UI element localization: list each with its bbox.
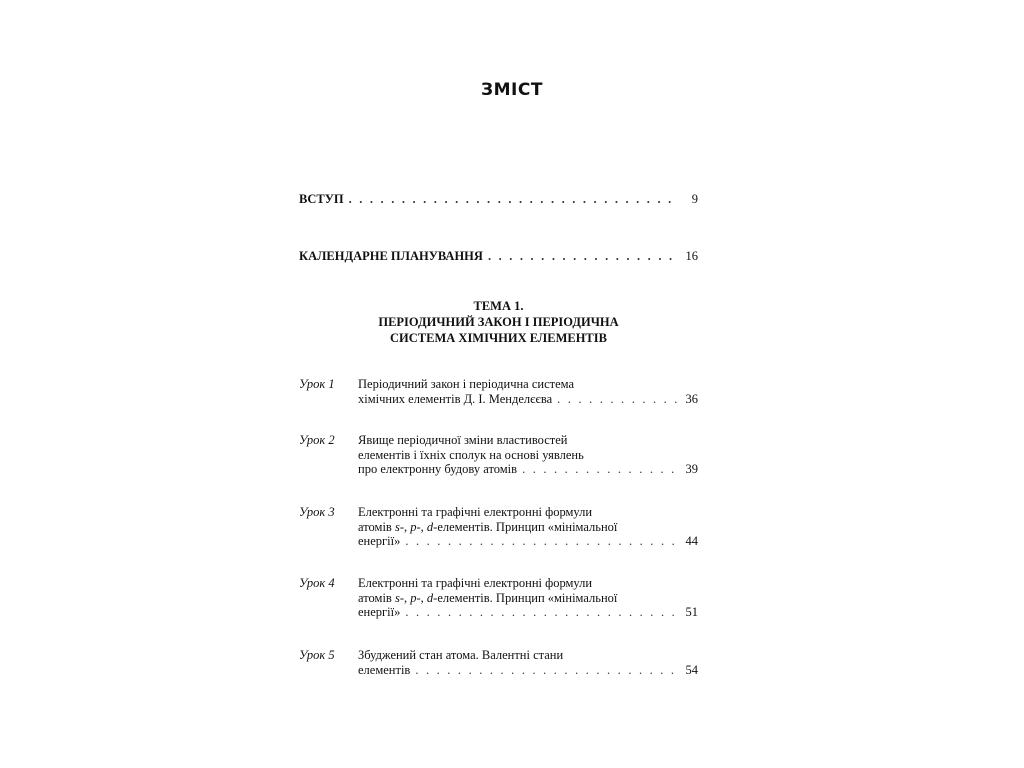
lesson-title-line: атомів s-, p-, d-елементів. Принцип «мінімальної	[358, 590, 618, 605]
dot-leader	[557, 392, 677, 407]
dot-leader	[522, 462, 677, 477]
dot-leader	[415, 663, 677, 678]
lesson-label: Урок 1	[299, 377, 335, 391]
table-of-contents	[299, 0, 698, 768]
page-number: 36	[685, 391, 698, 406]
page-number: 44	[685, 534, 698, 549]
lesson-title-line: елементів	[358, 662, 411, 677]
dot-leader	[405, 605, 677, 620]
topic-title-line: ПЕРІОДИЧНИЙ ЗАКОН І ПЕРІОДИЧНА	[378, 315, 619, 329]
topic-title-line: СИСТЕМА ХІМІЧНИХ ЕЛЕМЕНТІВ	[390, 331, 607, 345]
lesson-title-line: про електронну будову атомів	[358, 462, 518, 477]
lesson-title-line: Електронні та графічні електронні формули	[358, 505, 593, 519]
lesson-label: Урок 3	[299, 505, 335, 519]
dot-leader	[488, 249, 677, 263]
topic-number: ТЕМА 1.	[473, 299, 524, 313]
dot-leader	[349, 192, 677, 206]
lesson-label: Урок 4	[299, 576, 335, 590]
lesson-title-line: атомів s-, p-, d-елементів. Принцип «мінімальної	[358, 519, 618, 534]
toc-entry-intro[interactable]	[299, 192, 698, 206]
lesson-title-line: елементів і їхніх сполук на основі уявлень	[358, 447, 584, 462]
page-number: 9	[691, 192, 698, 206]
lesson-title-line: Збуджений стан атома. Валентні стани	[358, 648, 564, 662]
lesson-title-line: енергії»	[358, 605, 401, 620]
lesson-label: Урок 2	[299, 433, 335, 447]
lesson-title-line: хімічних елементів Д. І. Менделєєва	[358, 391, 553, 406]
dot-leader	[405, 534, 677, 549]
page-number: 39	[685, 462, 698, 477]
lesson-title-line: Електронні та графічні електронні формули	[358, 576, 593, 590]
lesson-title-line: енергії»	[358, 534, 401, 549]
toc-entry-label: КАЛЕНДАРНЕ ПЛАНУВАННЯ	[299, 249, 483, 263]
lesson-title-line: Явище періодичної зміни властивостей	[358, 433, 568, 447]
topic-heading	[299, 298, 698, 346]
lesson-title-line: Періодичний закон і періодична система	[358, 377, 575, 391]
page-title: ЗМІСТ	[481, 80, 543, 100]
lesson-label: Урок 5	[299, 648, 335, 662]
page-number: 51	[685, 605, 698, 620]
page-number: 16	[685, 249, 698, 263]
page-number: 54	[685, 662, 698, 677]
toc-entry-label: ВСТУП	[299, 192, 344, 206]
toc-entry-calendar-planning[interactable]	[299, 249, 698, 263]
